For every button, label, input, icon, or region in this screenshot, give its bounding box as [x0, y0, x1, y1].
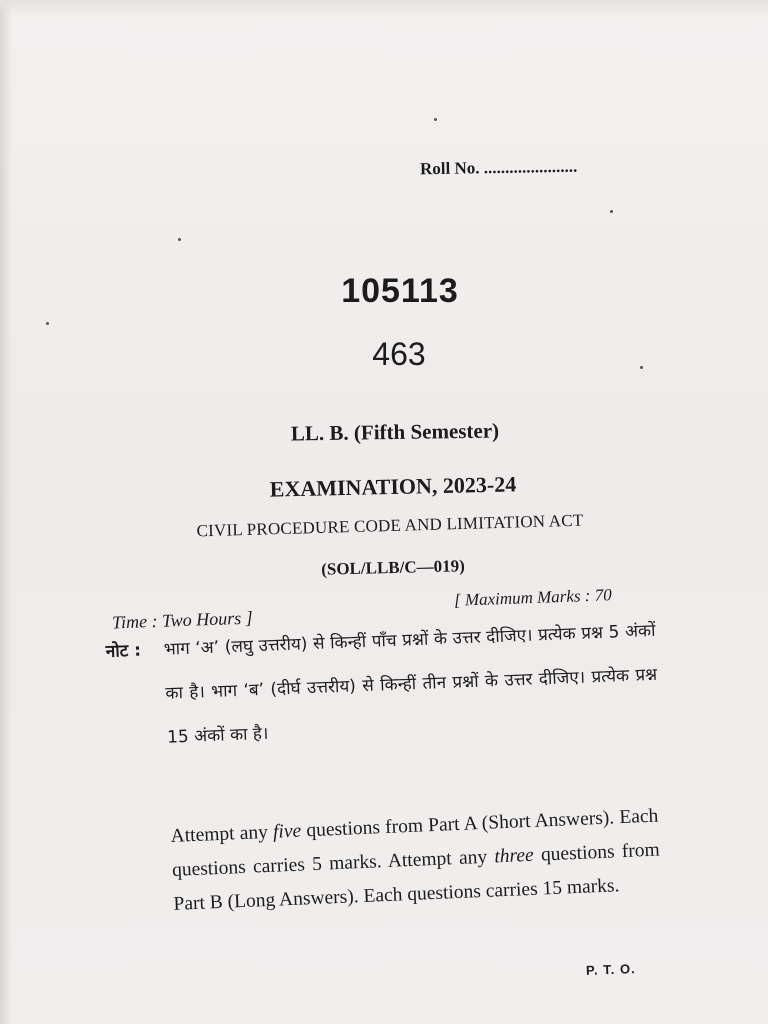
subject-title: CIVIL PROCEDURE CODE AND LIMITATION ACT — [196, 510, 584, 541]
exam-title: EXAMINATION, 2023-24 — [269, 471, 517, 502]
paper-code: (SOL/LLB/C—019) — [320, 556, 465, 579]
hindi-instructions — [105, 609, 670, 762]
pto-marker: P. T. O. — [585, 961, 636, 978]
ink-speck — [178, 238, 181, 241]
paper-top-shadow — [0, 0, 768, 18]
hindi-instruction-text: भाग ‘अ’ (लघु उत्तरीय) से किन्हीं पाँच प्रश्नों के उत्तर दीजिए। प्रत्येक प्रश्न 5 अंकों का है। भाग ‘ब’ (दीर्घ उत्तरीय) से किन्हीं तीन प्रश्नों के उत्तर दीजिए। प्रत्येक प्रश्न 15 अंकों का है। — [163, 620, 658, 748]
instruction-three: three — [493, 844, 535, 868]
note-label: नोट : — [105, 640, 142, 662]
note-row — [105, 609, 670, 762]
paper-id: 105113 — [341, 272, 459, 310]
ink-speck — [434, 118, 437, 121]
instruction-part-1: Attempt any — [170, 821, 269, 847]
ink-speck — [610, 210, 613, 213]
program-title: LL. B. (Fifth Semester) — [290, 418, 500, 446]
maximum-marks: [ Maximum Marks : 70 — [453, 585, 612, 610]
time-allowed: Time : Two Hours ] — [111, 607, 253, 633]
sub-code: 463 — [372, 336, 426, 372]
paper-edge-shadow — [0, 0, 12, 1024]
ink-speck — [46, 322, 49, 325]
instruction-part-2: questions from Part A (Short Answers). Each questions carries 5 marks. Attempt any — [171, 805, 659, 881]
roll-number-field: Roll No. ...................... — [419, 156, 578, 179]
instruction-part-3: questions from Part B (Long Answers). Each questions carries 15 marks. — [173, 839, 661, 915]
english-instructions — [170, 800, 662, 922]
instruction-five: five — [272, 820, 302, 843]
